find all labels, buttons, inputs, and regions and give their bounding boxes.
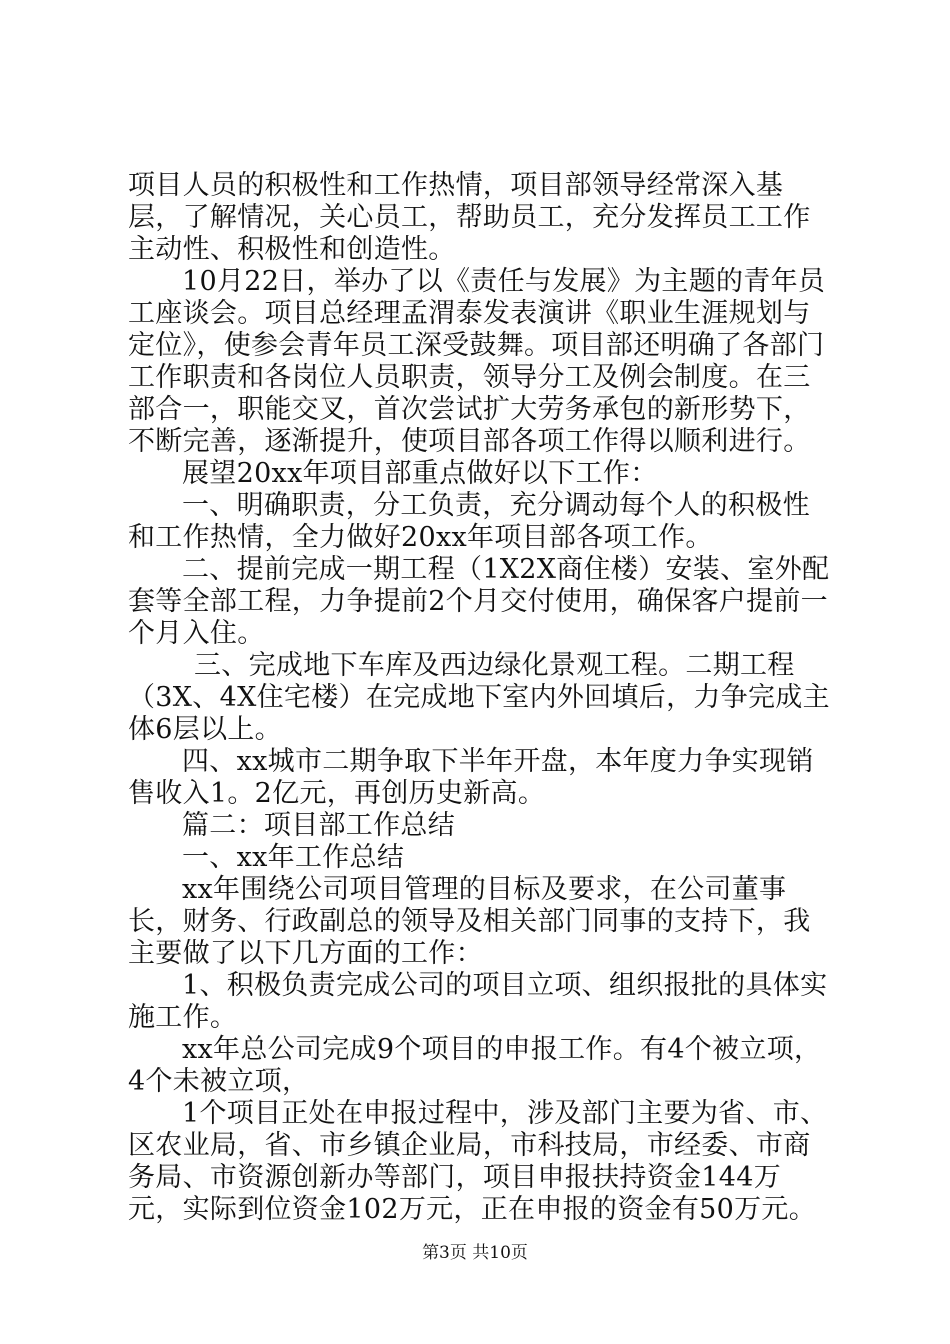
paragraph-outlook-intro: 展望20xx年项目部重点做好以下工作： — [182, 458, 658, 489]
subsection-heading-summary: 一、xx年工作总结 — [182, 842, 405, 873]
paragraph-outlook-item-2: 二、提前完成一期工程（1X2X商住楼）安装、室外配套等全部工程，力争提前2个月交付使用，确保客户提前一个月入住。 — [128, 554, 830, 649]
paragraph-symposium: 10月22日，举办了以《责任与发展》为主题的青年员工座谈会。项目总经理孟渭泰发表演讲《职业生涯规划与定位》，使参会青年员工深受鼓舞。项目部还明确了各部门工作职责和各岗位人员职责，领导分工及例会制度。在三部合一，职能交叉，首次尝试扩大劳务承包的新形势下，不断完善，逐渐提升，使项目部各项工作得以顺利进行。 — [128, 266, 826, 457]
paragraph-outlook-item-4: 四、xx城市二期争取下半年开盘，本年度力争实现销售收入1。2亿元，再创历史新高。 — [128, 746, 814, 809]
paragraph-continuation: 项目人员的积极性和工作热情，项目部领导经常深入基层，了解情况，关心员工，帮助员工，充分发挥员工工作主动性、积极性和创造性。 — [128, 170, 811, 265]
section-heading-part-two: 篇二：项目部工作总结 — [182, 810, 455, 841]
paragraph-outlook-item-3: 三、完成地下车库及西边绿化景观工程。二期工程（3X、4X住宅楼）在完成地下室内外回填后，力争完成主体6层以上。 — [128, 650, 830, 745]
paragraph-outlook-item-1: 一、明确职责，分工负责，充分调动每个人的积极性和工作热情，全力做好20xx年项目部各项工作。 — [128, 490, 810, 553]
paragraph-projects-declared: xx年总公司完成9个项目的申报工作。有4个被立项，4个未被立项， — [128, 1034, 822, 1097]
paragraph-summary-intro: xx年围绕公司项目管理的目标及要求，在公司董事长，财务、行政副总的领导及相关部门同事的支持下，我主要做了以下几方面的工作： — [128, 874, 811, 969]
paragraph-summary-item-1: 1、积极负责完成公司的项目立项、组织报批的具体实施工作。 — [128, 970, 828, 1033]
page-number-footer: 第3页 共10页 — [422, 1243, 528, 1263]
paragraph-projects-funding: 1个项目正处在申报过程中，涉及部门主要为省、市、区农业局，省、市乡镇企业局，市科技局，市经委、市商务局、市资源创新办等部门，项目申报扶持资金144万元，实际到位资金102万元，正在申报的资金有50万元。 — [128, 1098, 828, 1225]
document-body — [128, 170, 830, 1226]
